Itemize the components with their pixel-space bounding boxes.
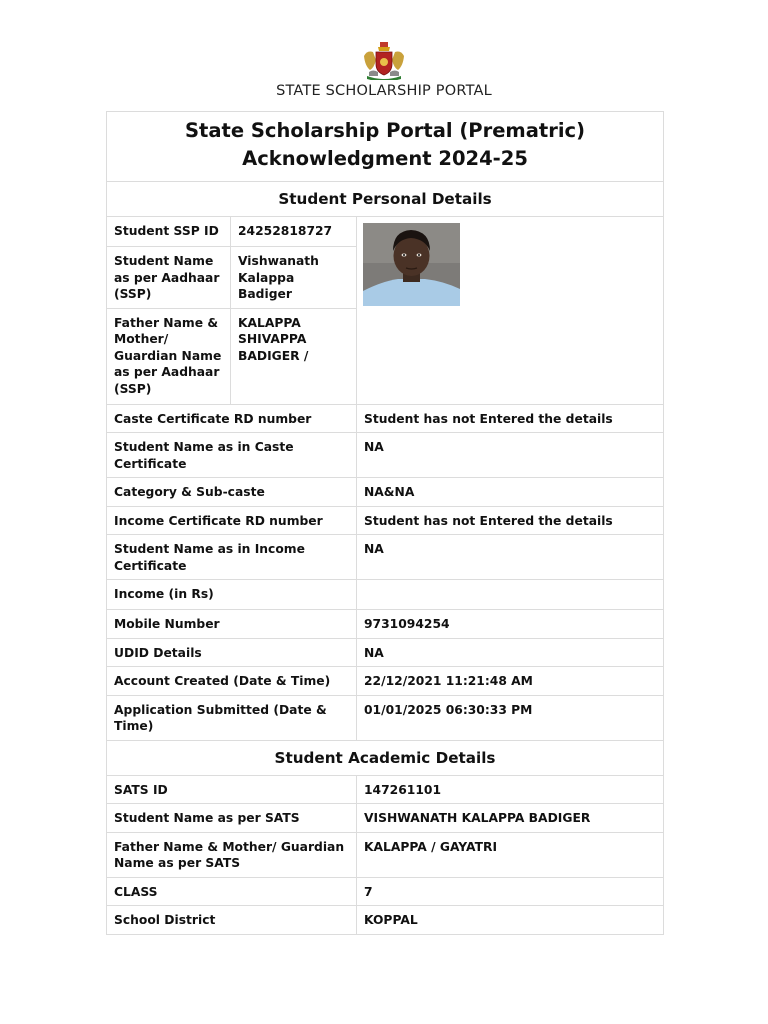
- section-academic-details: Student Academic Details: [107, 740, 664, 775]
- detail-value: 7: [357, 877, 664, 906]
- detail-value: NA: [357, 433, 664, 478]
- detail-value: KALAPPA / GAYATRI: [357, 832, 664, 877]
- detail-label: UDID Details: [107, 638, 357, 667]
- detail-value: 01/01/2025 06:30:33 PM: [357, 695, 664, 740]
- detail-label: CLASS: [107, 877, 357, 906]
- detail-value: 9731094254: [357, 610, 664, 639]
- detail-value: NA: [357, 638, 664, 667]
- detail-value: Student has not Entered the details: [357, 404, 664, 433]
- detail-label: Mobile Number: [107, 610, 357, 639]
- detail-value: 22/12/2021 11:21:48 AM: [357, 667, 664, 696]
- detail-value: VISHWANATH KALAPPA BADIGER: [357, 804, 664, 833]
- ssp-id-value: 24252818727: [231, 217, 357, 247]
- detail-label: Student Name as in Income Certificate: [107, 535, 357, 580]
- acknowledgment-table: [106, 111, 664, 935]
- detail-value: KOPPAL: [357, 906, 664, 935]
- document-title: [107, 112, 664, 182]
- father-name-aadhaar-label: Father Name & Mother/ Guardian Name as per Aadhaar (SSP): [107, 308, 231, 404]
- detail-label: SATS ID: [107, 775, 357, 804]
- ssp-id-label: Student SSP ID: [107, 217, 231, 247]
- title-line-2: Acknowledgment 2024-25: [242, 147, 528, 170]
- student-photo: [363, 223, 460, 306]
- student-name-aadhaar-value: Vishwanath Kalappa Badiger: [231, 247, 357, 309]
- detail-label: School District: [107, 906, 357, 935]
- karnataka-emblem-icon: [361, 42, 407, 80]
- detail-label: Application Submitted (Date & Time): [107, 695, 357, 740]
- portal-name: STATE SCHOLARSHIP PORTAL: [276, 83, 492, 99]
- detail-value: NA&NA: [357, 478, 664, 507]
- student-photo-cell: [357, 217, 664, 405]
- detail-label: Income Certificate RD number: [107, 506, 357, 535]
- detail-label: Account Created (Date & Time): [107, 667, 357, 696]
- detail-label: Student Name as in Caste Certificate: [107, 433, 357, 478]
- student-name-aadhaar-label: Student Name as per Aadhaar (SSP): [107, 247, 231, 309]
- detail-label: Student Name as per SATS: [107, 804, 357, 833]
- detail-label: Income (in Rs): [107, 580, 357, 610]
- detail-value: 147261101: [357, 775, 664, 804]
- detail-value: Student has not Entered the details: [357, 506, 664, 535]
- detail-value: NA: [357, 535, 664, 580]
- title-line-1: State Scholarship Portal (Prematric): [185, 119, 585, 142]
- detail-label: Father Name & Mother/ Guardian Name as per SATS: [107, 832, 357, 877]
- detail-value: [357, 580, 664, 610]
- father-name-aadhaar-value: KALAPPA SHIVAPPA BADIGER /: [231, 308, 357, 404]
- section-personal-details: Student Personal Details: [107, 182, 664, 217]
- detail-label: Category & Sub-caste: [107, 478, 357, 507]
- detail-label: Caste Certificate RD number: [107, 404, 357, 433]
